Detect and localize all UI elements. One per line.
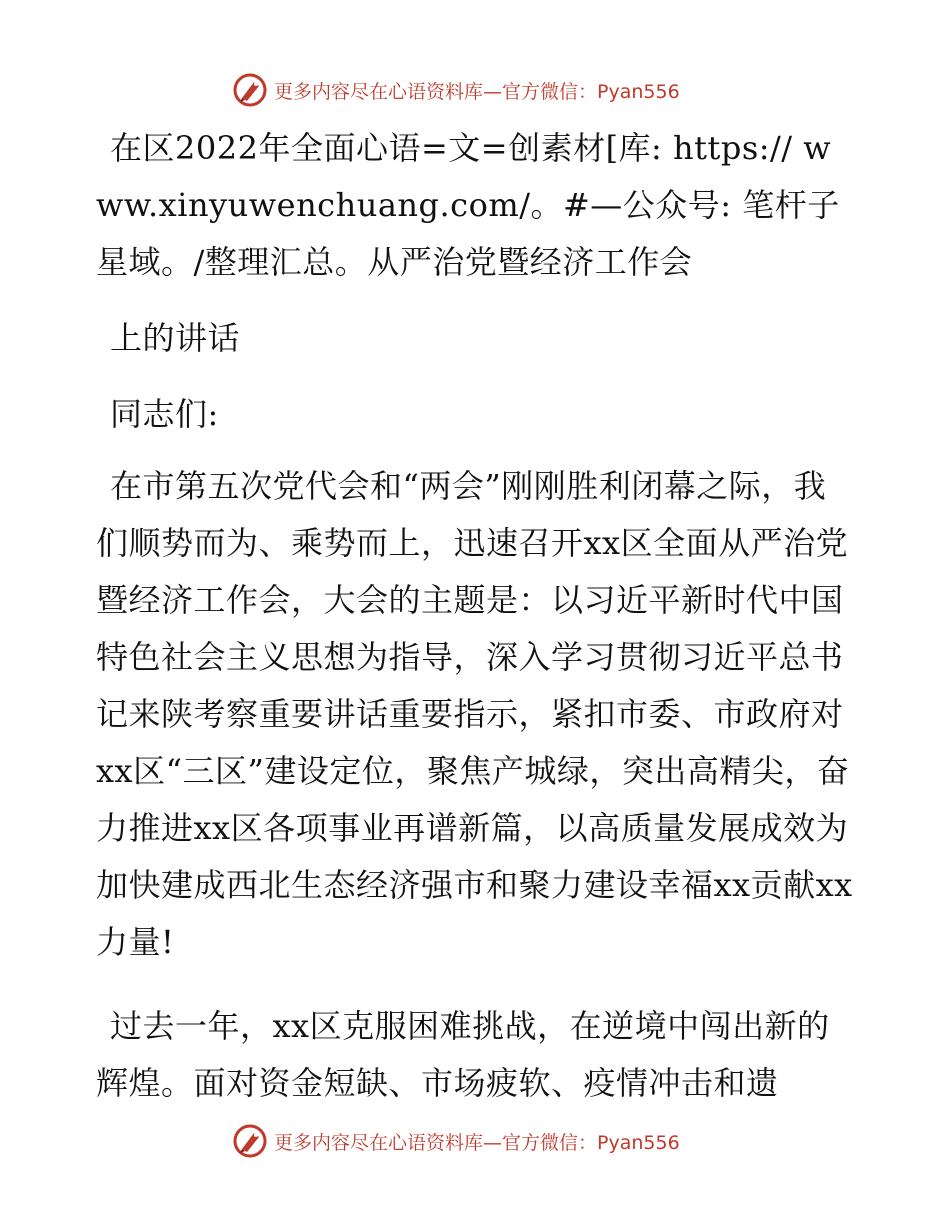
paragraph-salutation-text: 同志们: — [110, 395, 219, 433]
watermark-text-cn: 更多内容尽在心语资料库 — [274, 80, 484, 103]
paragraph-title — [96, 120, 856, 291]
paragraph-title-text: 在区2022年全面心语=文=创素材[库: https:// www.xinyuwenchuang.com/。#—公众号: 笔杆子星域。/整理汇总。从严治党暨经济工作会 — [96, 129, 840, 281]
watermark-text-cn: 更多内容尽在心语资料库 — [274, 1131, 484, 1154]
paragraph-body-2 — [96, 998, 856, 1112]
paragraph-title-cont-text: 上的讲话 — [110, 319, 241, 357]
pen-logo-icon — [232, 72, 268, 108]
pen-logo-icon — [232, 1123, 268, 1159]
paragraph-body-2-text: 过去一年，xx区克服困难挑战，在逆境中闯出新的辉煌。面对资金短缺、市场疲软、疫情冲击和遗 — [96, 1007, 830, 1102]
paragraph-body-1-text: 在市第五次党代会和“两会”刚刚胜利闭幕之际，我们顺势而为、乘势而上，迅速召开xx区全面从严治党暨经济工作会，大会的主题是：以习近平新时代中国特色社会主义思想为指导，深入学习贯彻习近平总书记来陕考察重要讲话重要指示，紧扣市委、市政府对xx区“三区”建设定位，聚焦产城绿，突出高精尖，奋力推进xx区各项事业再谱新篇，以高质量发展成效为加快建成西北生态经济强市和聚力建设幸福xx贡献xx力量! — [96, 467, 853, 961]
paragraph-body-1 — [96, 458, 856, 971]
paragraph-salutation — [96, 386, 856, 443]
watermark-banner-bottom — [232, 1121, 680, 1161]
watermark-banner-top — [232, 70, 680, 110]
watermark-text-contact: —官方微信：Pyan556 — [483, 1131, 680, 1154]
watermark-text-contact: —官方微信：Pyan556 — [483, 80, 680, 103]
paragraph-title-cont — [96, 310, 856, 367]
